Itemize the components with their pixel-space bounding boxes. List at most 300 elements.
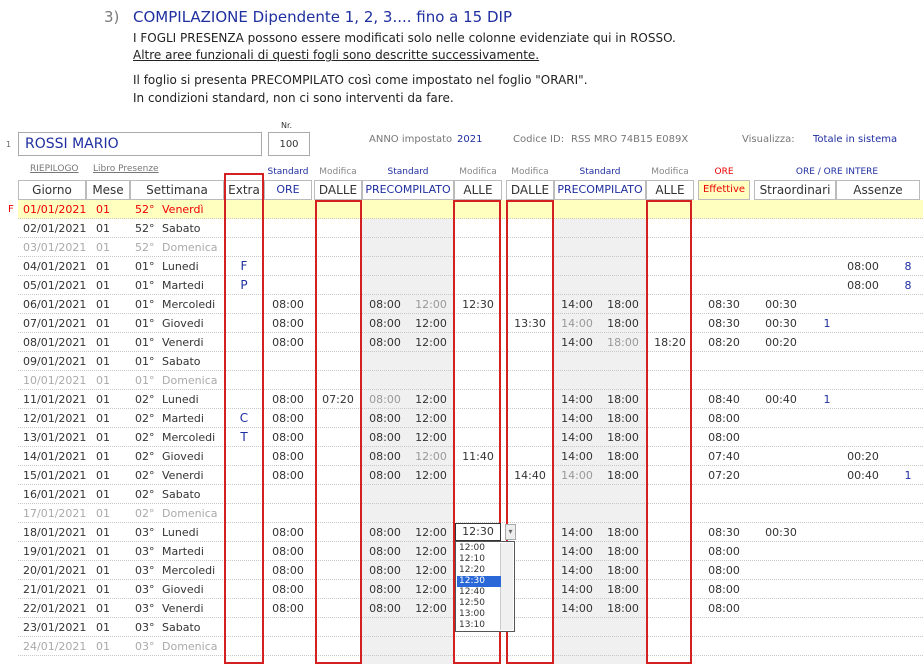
cell-assn <box>902 523 914 542</box>
cell-pre2b <box>600 504 646 523</box>
cell-pre1a: 08:00 <box>369 564 401 577</box>
cell-pre1a <box>362 352 408 371</box>
col-ore: ORE <box>264 180 312 200</box>
cell-day: Venerdi <box>162 336 204 349</box>
cell-pre2b <box>600 352 646 371</box>
col-alle-1: ALLE <box>454 180 502 200</box>
cell-date: 07/01/2021 <box>23 317 87 330</box>
cell-pre1a <box>362 200 408 219</box>
cell-pre2a <box>554 485 600 504</box>
cell-pre1a: 08:00 <box>369 412 401 425</box>
col-straordinari: Straordinari <box>754 180 836 200</box>
cell-sett: 01° <box>135 317 155 330</box>
cell-ore: 08:00 <box>272 412 304 425</box>
cell-pre2b <box>600 276 646 295</box>
cell-date: 10/01/2021 <box>23 374 87 387</box>
cell-pre2a: 14:00 <box>561 431 593 444</box>
cell-ass <box>840 637 886 656</box>
cell-eff <box>698 238 750 257</box>
cell-ore: 08:00 <box>272 336 304 349</box>
cell-pre1b: 12:00 <box>415 298 447 311</box>
cell-pre1a <box>362 371 408 390</box>
cell-ass: 08:00 <box>847 260 879 273</box>
cell-assn: 8 <box>904 279 912 292</box>
cell-date: 17/01/2021 <box>23 507 87 520</box>
cell-strn <box>820 504 834 523</box>
cell-date: 13/01/2021 <box>23 431 87 444</box>
step-title: COMPILAZIONE Dipendente 1, 2, 3.... fino a 15 DIP <box>133 8 513 26</box>
cell-day: Domenica <box>162 640 218 653</box>
cell-sett: 02° <box>135 393 155 406</box>
cell-pre1b <box>408 504 454 523</box>
cell-date: 12/01/2021 <box>23 412 87 425</box>
cell-pre1a <box>362 504 408 523</box>
cell-eff: 08:30 <box>708 298 740 311</box>
cell-strn <box>820 447 834 466</box>
cell-ass <box>840 599 886 618</box>
cell-str: 00:30 <box>765 526 797 539</box>
cell-pre2b: 18:00 <box>607 602 639 615</box>
group-ore: ORE <box>714 167 734 177</box>
cell-ass: 08:00 <box>847 279 879 292</box>
cell-ass <box>840 409 886 428</box>
row-index: 1 <box>6 140 12 149</box>
cell-pre2a <box>554 618 600 637</box>
cell-sett: 52° <box>135 222 155 235</box>
cell-eff <box>698 219 750 238</box>
nr-field[interactable]: 100 <box>268 132 310 156</box>
cell-pre1a: 08:00 <box>369 545 401 558</box>
cell-str <box>756 561 806 580</box>
cell-alle1[interactable]: 11:40 <box>462 450 494 463</box>
cell-strn <box>820 599 834 618</box>
cell-str <box>756 409 806 428</box>
cell-pre2b: 18:00 <box>607 564 639 577</box>
cell-pre1b: 12:00 <box>415 450 447 463</box>
cell-str <box>756 371 806 390</box>
cell-pre2a <box>554 257 600 276</box>
dropdown-option[interactable]: 12:00 <box>459 543 485 553</box>
intro-line-1: I FOGLI PRESENZA possono essere modificati solo nelle colonne evidenziate qui in ROSSO. <box>133 31 676 45</box>
cell-ore <box>264 371 312 390</box>
cell-str <box>756 352 806 371</box>
cell-pre2b: 18:00 <box>607 469 639 482</box>
cell-ore: 08:00 <box>272 431 304 444</box>
cell-dalle2[interactable]: 13:30 <box>514 317 546 330</box>
cell-str <box>756 542 806 561</box>
cell-ass <box>840 580 886 599</box>
cell-sett: 03° <box>135 526 155 539</box>
chevron-down-icon[interactable]: ▾ <box>505 524 516 540</box>
cell-ore: 08:00 <box>272 317 304 330</box>
cell-eff <box>698 257 750 276</box>
cell-pre1b <box>408 257 454 276</box>
cell-eff: 08:20 <box>708 336 740 349</box>
cell-strn <box>820 352 834 371</box>
cell-str <box>756 599 806 618</box>
cell-pre1b: 12:00 <box>415 336 447 349</box>
cell-strn <box>820 466 834 485</box>
cell-pre1a <box>362 276 408 295</box>
cell-day: Giovedi <box>162 583 204 596</box>
cell-date: 24/01/2021 <box>23 640 87 653</box>
cell-mese: 01 <box>96 241 110 254</box>
cell-ass <box>840 428 886 447</box>
cell-eff: 08:30 <box>708 317 740 330</box>
cell-ass <box>840 542 886 561</box>
codice-value: RSS MRO 74B15 E089X <box>571 134 689 145</box>
cell-assn <box>902 580 914 599</box>
cell-mese: 01 <box>96 317 110 330</box>
cell-pre2b: 18:00 <box>607 393 639 406</box>
cell-date: 08/01/2021 <box>23 336 87 349</box>
cell-ore <box>264 257 312 276</box>
cell-eff: 08:30 <box>708 526 740 539</box>
cell-pre2a: 14:00 <box>561 298 593 311</box>
cell-ore: 08:00 <box>272 298 304 311</box>
cell-ass: 00:20 <box>847 450 879 463</box>
dropdown-option[interactable]: 12:50 <box>459 598 485 608</box>
cell-pre1a: 08:00 <box>369 393 401 406</box>
cell-str: 00:30 <box>765 317 797 330</box>
cell-assn <box>902 447 914 466</box>
group-standard-1: Standard <box>267 167 309 177</box>
cell-mese: 01 <box>96 507 110 520</box>
libro-presenze-link[interactable]: Libro Presenze <box>93 164 159 174</box>
cell-day: Mercoledi <box>162 431 216 444</box>
cell-str <box>756 428 806 447</box>
cell-eff <box>698 637 750 656</box>
cell-day: Lunedi <box>162 526 199 539</box>
cell-strn <box>820 542 834 561</box>
cell-str <box>756 485 806 504</box>
cell-pre2b <box>600 637 646 656</box>
cell-day: Giovedi <box>162 450 204 463</box>
intro-section <box>0 0 923 120</box>
cell-eff <box>698 200 750 219</box>
cell-pre2b: 18:00 <box>607 450 639 463</box>
cell-pre1a <box>362 257 408 276</box>
cell-mese: 01 <box>96 564 110 577</box>
cell-pre2b: 18:00 <box>607 431 639 444</box>
cell-pre2b: 18:00 <box>607 298 639 311</box>
cell-ore: 08:00 <box>272 469 304 482</box>
cell-ore <box>264 238 312 257</box>
time-dropdown-field[interactable]: 12:30 <box>455 523 501 541</box>
cell-assn <box>902 618 914 637</box>
cell-str <box>756 238 806 257</box>
cell-extra[interactable]: T <box>240 430 248 444</box>
cell-date: 16/01/2021 <box>23 488 87 501</box>
cell-extra[interactable]: F <box>240 259 248 273</box>
cell-pre2a: 14:00 <box>561 602 593 615</box>
col-giorno: Giorno <box>18 180 86 200</box>
cell-pre1b <box>408 238 454 257</box>
cell-str <box>756 580 806 599</box>
cell-sett: 02° <box>135 450 155 463</box>
cell-assn <box>902 314 914 333</box>
cell-pre2a: 14:00 <box>561 583 593 596</box>
col-precompilato-1: PRECOMPILATO <box>362 180 454 200</box>
cell-strn <box>820 580 834 599</box>
cell-sett: 03° <box>135 602 155 615</box>
group-modifica-4: Modifica <box>651 167 689 177</box>
editable-highlight-extra <box>224 173 264 664</box>
cell-sett: 02° <box>135 469 155 482</box>
cell-strn <box>820 200 834 219</box>
group-standard-2: Standard <box>387 167 429 177</box>
cell-mese: 01 <box>96 336 110 349</box>
col-dalle-2: DALLE <box>506 180 554 200</box>
cell-pre2a: 14:00 <box>561 412 593 425</box>
cell-ass <box>840 485 886 504</box>
cell-pre1b: 12:00 <box>415 431 447 444</box>
cell-day: Sabato <box>162 621 201 634</box>
cell-date: 14/01/2021 <box>23 450 87 463</box>
cell-mese: 01 <box>96 469 110 482</box>
dropdown-option[interactable]: 13:10 <box>459 620 485 630</box>
cell-assn <box>902 504 914 523</box>
cell-sett: 01° <box>135 298 155 311</box>
cell-str: 00:20 <box>765 336 797 349</box>
cell-pre2b: 18:00 <box>607 317 639 330</box>
cell-ass <box>840 390 886 409</box>
cell-date: 23/01/2021 <box>23 621 87 634</box>
nr-label: Nr. <box>281 121 293 130</box>
cell-ore: 08:00 <box>272 393 304 406</box>
cell-eff: 08:00 <box>708 545 740 558</box>
cell-str <box>756 219 806 238</box>
cell-assn <box>902 333 914 352</box>
cell-strn: 1 <box>823 317 831 330</box>
cell-eff <box>698 485 750 504</box>
cell-mese: 01 <box>96 412 110 425</box>
codice-label: Codice ID: <box>513 134 565 145</box>
cell-date: 02/01/2021 <box>23 222 87 235</box>
cell-pre1a: 08:00 <box>369 450 401 463</box>
cell-pre1b: 12:00 <box>415 412 447 425</box>
anno-label: ANNO impostato <box>369 134 453 145</box>
employee-name-field[interactable]: ROSSI MARIO <box>18 132 262 156</box>
cell-pre1b: 12:00 <box>415 602 447 615</box>
cell-dalle1[interactable]: 07:20 <box>322 393 354 406</box>
dropdown-option[interactable]: 13:00 <box>459 609 485 619</box>
cell-assn <box>902 200 914 219</box>
cell-pre2a: 14:00 <box>561 450 593 463</box>
cell-alle2[interactable]: 18:20 <box>654 336 686 349</box>
cell-ore <box>264 219 312 238</box>
cell-sett: 01° <box>135 336 155 349</box>
group-standard-3: Standard <box>579 167 621 177</box>
cell-pre1b: 12:00 <box>415 317 447 330</box>
cell-pre1a: 08:00 <box>369 583 401 596</box>
cell-assn <box>902 599 914 618</box>
first-row-marker: F <box>8 204 14 215</box>
cell-ass <box>840 561 886 580</box>
cell-assn <box>902 428 914 447</box>
col-settimana: Settimana <box>130 180 224 200</box>
cell-date: 04/01/2021 <box>23 260 87 273</box>
cell-date: 11/01/2021 <box>23 393 87 406</box>
cell-strn <box>820 561 834 580</box>
cell-ass <box>840 333 886 352</box>
cell-ore: 08:00 <box>272 564 304 577</box>
cell-eff: 07:20 <box>708 469 740 482</box>
cell-pre2a <box>554 219 600 238</box>
cell-ore: 08:00 <box>272 526 304 539</box>
cell-pre1a <box>362 618 408 637</box>
cell-day: Domenica <box>162 507 218 520</box>
cell-pre2b <box>600 485 646 504</box>
cell-extra[interactable]: P <box>240 278 248 292</box>
cell-mese: 01 <box>96 279 110 292</box>
cell-ass <box>840 504 886 523</box>
col-alle-2: ALLE <box>646 180 694 200</box>
cell-pre2a: 14:00 <box>561 317 593 330</box>
cell-eff: 08:40 <box>708 393 740 406</box>
cell-pre2b <box>600 219 646 238</box>
visualizza-value[interactable]: Totale in sistema <box>813 134 898 145</box>
col-precompilato-2: PRECOMPILATO <box>554 180 646 200</box>
cell-extra[interactable]: C <box>239 411 249 425</box>
cell-str <box>756 257 806 276</box>
cell-pre1b: 12:00 <box>415 526 447 539</box>
cell-pre1b <box>408 276 454 295</box>
cell-mese: 01 <box>96 355 110 368</box>
cell-eff <box>698 371 750 390</box>
cell-sett: 01° <box>135 260 155 273</box>
cell-assn <box>902 238 914 257</box>
cell-ore <box>264 200 312 219</box>
cell-assn <box>902 485 914 504</box>
cell-strn <box>820 637 834 656</box>
cell-pre2b: 18:00 <box>607 545 639 558</box>
cell-pre1b: 12:00 <box>415 545 447 558</box>
time-dropdown-list[interactable] <box>455 541 515 632</box>
cell-pre1b <box>408 352 454 371</box>
cell-pre2a: 14:00 <box>561 545 593 558</box>
cell-pre2a <box>554 238 600 257</box>
cell-pre2a <box>554 200 600 219</box>
cell-ore <box>264 618 312 637</box>
cell-pre1a: 08:00 <box>369 298 401 311</box>
cell-strn <box>820 409 834 428</box>
col-assenze: Assenze <box>836 180 920 200</box>
dropdown-option[interactable]: 12:40 <box>459 587 485 597</box>
cell-day: Lunedi <box>162 260 199 273</box>
cell-dalle2[interactable]: 14:40 <box>514 469 546 482</box>
cell-date: 21/01/2021 <box>23 583 87 596</box>
riepilogo-link[interactable]: RIEPILOGO <box>30 164 79 174</box>
cell-pre1a: 08:00 <box>369 526 401 539</box>
cell-pre2b <box>600 238 646 257</box>
cell-pre1a: 08:00 <box>369 469 401 482</box>
cell-day: Venerdì <box>162 203 204 216</box>
cell-sett: 01° <box>135 355 155 368</box>
cell-str <box>756 504 806 523</box>
cell-day: Martedi <box>162 412 204 425</box>
cell-assn <box>902 371 914 390</box>
cell-assn <box>902 561 914 580</box>
cell-pre1b <box>408 618 454 637</box>
cell-pre1a <box>362 485 408 504</box>
cell-pre1a <box>362 637 408 656</box>
cell-day: Sabato <box>162 488 201 501</box>
cell-ass <box>840 523 886 542</box>
col-extra: Extra <box>224 180 264 200</box>
cell-pre2a <box>554 637 600 656</box>
cell-str <box>756 200 806 219</box>
cell-str <box>756 276 806 295</box>
cell-pre1b <box>408 371 454 390</box>
cell-assn <box>902 409 914 428</box>
cell-sett: 01° <box>135 374 155 387</box>
group-modifica-1: Modifica <box>319 167 357 177</box>
cell-str: 00:40 <box>765 393 797 406</box>
cell-pre1b: 12:00 <box>415 393 447 406</box>
cell-date: 06/01/2021 <box>23 298 87 311</box>
cell-date: 03/01/2021 <box>23 241 87 254</box>
cell-ore <box>264 504 312 523</box>
cell-strn: 1 <box>823 393 831 406</box>
cell-strn <box>820 523 834 542</box>
cell-mese: 01 <box>96 431 110 444</box>
cell-pre2b: 18:00 <box>607 526 639 539</box>
cell-day: Sabato <box>162 355 201 368</box>
dropdown-option[interactable]: 12:10 <box>459 554 485 564</box>
cell-mese: 01 <box>96 450 110 463</box>
cell-day: Martedi <box>162 279 204 292</box>
cell-ass: 00:40 <box>847 469 879 482</box>
cell-assn <box>902 390 914 409</box>
cell-alle1[interactable]: 12:30 <box>462 298 494 311</box>
cell-ass <box>840 371 886 390</box>
cell-pre1b <box>408 200 454 219</box>
cell-pre2a: 14:00 <box>561 564 593 577</box>
cell-pre1b: 12:00 <box>415 583 447 596</box>
cell-pre1a: 08:00 <box>369 431 401 444</box>
intro-line-3: Il foglio si presenta PRECOMPILATO così come impostato nel foglio "ORARI". <box>133 73 588 87</box>
dropdown-scrollbar[interactable] <box>500 543 513 630</box>
cell-sett: 52° <box>135 241 155 254</box>
cell-eff: 08:00 <box>708 602 740 615</box>
cell-date: 18/01/2021 <box>23 526 87 539</box>
cell-strn <box>820 219 834 238</box>
cell-pre1b <box>408 637 454 656</box>
cell-mese: 01 <box>96 526 110 539</box>
dropdown-option[interactable]: 12:30 <box>457 576 501 587</box>
cell-assn <box>902 295 914 314</box>
cell-eff: 07:40 <box>708 450 740 463</box>
cell-sett: 03° <box>135 564 155 577</box>
editable-highlight-dalle-1 <box>315 200 362 664</box>
cell-strn <box>820 618 834 637</box>
cell-assn <box>902 637 914 656</box>
dropdown-option[interactable]: 12:20 <box>459 565 485 575</box>
cell-str: 00:30 <box>765 298 797 311</box>
intro-line-4: In condizioni standard, non ci sono interventi da fare. <box>133 91 454 105</box>
cell-pre2a: 14:00 <box>561 526 593 539</box>
cell-eff: 08:00 <box>708 583 740 596</box>
cell-str <box>756 637 806 656</box>
cell-strn <box>820 333 834 352</box>
cell-day: Venerdi <box>162 469 204 482</box>
cell-pre1b <box>408 485 454 504</box>
cell-sett: 02° <box>135 488 155 501</box>
cell-sett: 52° <box>135 203 155 216</box>
cell-date: 22/01/2021 <box>23 602 87 615</box>
cell-pre2a <box>554 276 600 295</box>
